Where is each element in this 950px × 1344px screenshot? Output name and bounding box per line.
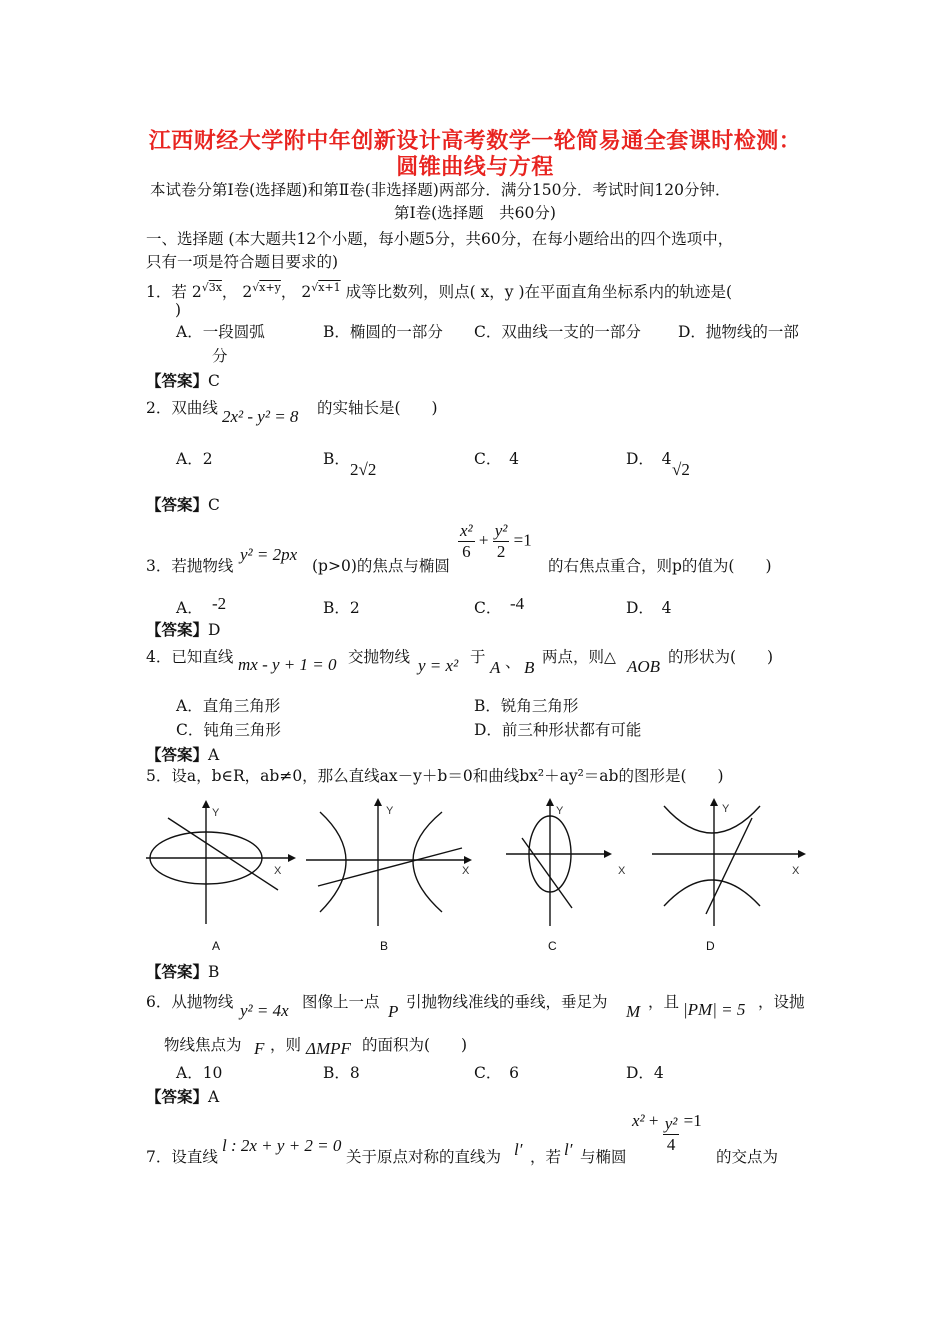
q7-mid1: 关于原点对称的直线为 bbox=[346, 1148, 502, 1166]
q3-answer: 【答案】D bbox=[146, 620, 221, 639]
q4-triangle: AOB bbox=[627, 657, 661, 676]
q2-equation: 2x² - y² = 8 bbox=[222, 407, 299, 426]
q7-ellipse-equation: x² + $\frac{\text{y²}}{4}$ =1 bbox=[632, 1111, 702, 1154]
q1-close-paren: ) bbox=[175, 301, 182, 319]
q2-option-c: C． 4 bbox=[474, 450, 519, 468]
q6-condition: |PM| = 5 bbox=[683, 1000, 746, 1019]
q5-graph-d bbox=[648, 796, 814, 956]
q2-suffix: 的实轴长是( ) bbox=[317, 399, 438, 417]
q2-option-b-label: B． bbox=[323, 450, 350, 468]
q5-graph-a-y-label: Y bbox=[212, 807, 220, 819]
q3-suffix: 的右焦点重合，则p的值为( ) bbox=[548, 557, 772, 575]
q6-equation: y² = 4x bbox=[240, 1001, 289, 1020]
q4-point-b: B bbox=[524, 658, 535, 677]
q4-mid3: 两点，则△ bbox=[542, 648, 616, 666]
q2-option-b-value: 2√2 bbox=[350, 460, 377, 479]
q5-graph-c-y-label: Y bbox=[556, 805, 564, 817]
q6-mid3: ，且 bbox=[648, 993, 680, 1011]
q2-option-d-label: D． 4 bbox=[626, 450, 672, 468]
q5-graph-a-x-label: X bbox=[274, 865, 282, 877]
q5-graph-a bbox=[140, 796, 300, 956]
q5-graph-b-y-label: Y bbox=[386, 805, 394, 817]
q6-option-b: B．8 bbox=[323, 1064, 360, 1082]
q4-option-d: D．前三种形状都有可能 bbox=[474, 721, 642, 739]
q1-stem: 1．若 $2^{√3x}$， $2^{√x+y}$， $2^{√x+1}$ 成等比数列，则点( x，y )在平面直角坐标系内的轨迹是( bbox=[146, 281, 733, 301]
q4-sep: 、 bbox=[505, 653, 521, 671]
q6-line2-c: 的面积为( ) bbox=[362, 1036, 468, 1054]
q5-graph-d-y-label: Y bbox=[722, 803, 730, 815]
q5-graph-c-x-label: X bbox=[618, 865, 626, 877]
q5-graph-b-x-label: X bbox=[462, 865, 470, 877]
q5-stem: 5．设a，b∈R，ab≠0，那么直线ax－y＋b＝0和曲线bx²＋ay²＝ab的图形是( ) bbox=[146, 767, 724, 785]
q2-answer: 【答案】C bbox=[146, 495, 220, 514]
q1-option-d-cont: 分 bbox=[212, 347, 228, 365]
q6-option-a: A．10 bbox=[176, 1064, 223, 1082]
q5-graph-d-label: D bbox=[706, 939, 715, 953]
q5-graph-a-label: A bbox=[212, 939, 221, 953]
q4-mid1: 交抛物线 bbox=[348, 648, 411, 666]
q2-option-d-value: √2 bbox=[672, 460, 690, 479]
q3-prefix: 3．若抛物线 bbox=[146, 557, 234, 575]
q6-point-f: F bbox=[254, 1039, 265, 1058]
q4-option-c: C．钝角三角形 bbox=[176, 721, 281, 739]
q6-triangle: ΔMPF bbox=[306, 1039, 351, 1058]
q3-option-a-value: -2 bbox=[212, 594, 227, 613]
section-line1: 一、选择题 (本大题共12个小题，每小题5分，共60分，在每小题给出的四个选项中， bbox=[146, 230, 734, 248]
q7-mid2: ，若 bbox=[530, 1148, 562, 1166]
q7-suffix: 的交点为 bbox=[716, 1148, 779, 1166]
q7-mid3: 与椭圆 bbox=[580, 1148, 627, 1166]
q5-answer: 【答案】B bbox=[146, 962, 220, 981]
q6-suffix: ，设抛 bbox=[758, 993, 805, 1011]
q5-graph-c bbox=[500, 796, 640, 956]
q5-graph-b bbox=[300, 796, 480, 956]
q2-option-a: A．2 bbox=[176, 450, 213, 468]
q4-parabola-equation: y = x² bbox=[418, 656, 459, 675]
q4-line-equation: mx - y + 1 = 0 bbox=[238, 655, 337, 674]
q6-point-p: P bbox=[388, 1002, 399, 1021]
q3-option-a-label: A． bbox=[176, 599, 203, 617]
q6-mid1: 图像上一点 bbox=[302, 993, 380, 1011]
q3-ellipse-equation: $\frac{\text{x²}}{6}$ + $\frac{\text{y²}}{2}$ =1 bbox=[460, 521, 532, 561]
q1-prefix: 1．若 bbox=[146, 283, 187, 301]
q6-option-d: D．4 bbox=[626, 1064, 664, 1082]
q7-line-l-prime-2: l′ bbox=[564, 1140, 573, 1159]
q6-line2-a: 物线焦点为 bbox=[164, 1036, 242, 1054]
q5-graph-d-x-label: X bbox=[792, 865, 800, 877]
q4-option-a: A．直角三角形 bbox=[176, 697, 281, 715]
q1-answer: 【答案】C bbox=[146, 371, 220, 390]
q6-point-m: M bbox=[626, 1002, 641, 1021]
q7-line-equation: l : 2x + y + 2 = 0 bbox=[222, 1136, 342, 1155]
q4-option-b: B．锐角三角形 bbox=[474, 697, 579, 715]
q4-point-a: A bbox=[490, 658, 501, 677]
q6-mid2: 引抛物线准线的垂线，垂足为 bbox=[406, 993, 608, 1011]
q4-suffix: 的形状为( ) bbox=[668, 648, 774, 666]
q6-option-c: C． 6 bbox=[474, 1064, 519, 1082]
document-title-line2: 圆锥曲线与方程 bbox=[396, 154, 554, 180]
q1-option-c: C．双曲线一支的一部分 bbox=[474, 323, 641, 341]
q3-equation: y² = 2px bbox=[240, 545, 298, 564]
q3-option-c-value: -4 bbox=[510, 594, 525, 613]
q7-line-l-prime: l′ bbox=[514, 1140, 523, 1159]
intro-line2: 第Ⅰ卷(选择题 共60分) bbox=[394, 204, 556, 222]
q6-prefix: 6．从抛物线 bbox=[146, 993, 234, 1011]
section-line2: 只有一项是符合题目要求的) bbox=[146, 253, 339, 271]
q3-option-d: D． 4 bbox=[626, 599, 672, 617]
q1-option-b: B．椭圆的一部分 bbox=[323, 323, 443, 341]
q4-answer: 【答案】A bbox=[146, 745, 220, 764]
q4-mid2: 于 bbox=[470, 648, 486, 666]
q6-line2-b: ，则 bbox=[270, 1036, 302, 1054]
q5-graph-b-label: B bbox=[380, 939, 389, 953]
q1-option-d: D．抛物线的一部 bbox=[678, 323, 799, 341]
q5-graph-c-label: C bbox=[548, 939, 557, 953]
q1-option-a: A．一段圆弧 bbox=[176, 323, 265, 341]
q2-prefix: 2．双曲线 bbox=[146, 399, 218, 417]
q3-condition: (p>0)的焦点与椭圆 bbox=[312, 557, 450, 575]
q7-prefix: 7．设直线 bbox=[146, 1148, 218, 1166]
document-title-line1: 江西财经大学附中年创新设计高考数学一轮简易通全套课时检测： bbox=[148, 128, 802, 154]
q4-prefix: 4．已知直线 bbox=[146, 648, 234, 666]
q6-answer: 【答案】A bbox=[146, 1087, 220, 1106]
q3-option-c-label: C． bbox=[474, 599, 502, 617]
q3-option-b: B．2 bbox=[323, 599, 360, 617]
intro-line1: 本试卷分第Ⅰ卷(选择题)和第Ⅱ卷(非选择题)两部分．满分150分．考试时间120分钟． bbox=[150, 181, 731, 199]
